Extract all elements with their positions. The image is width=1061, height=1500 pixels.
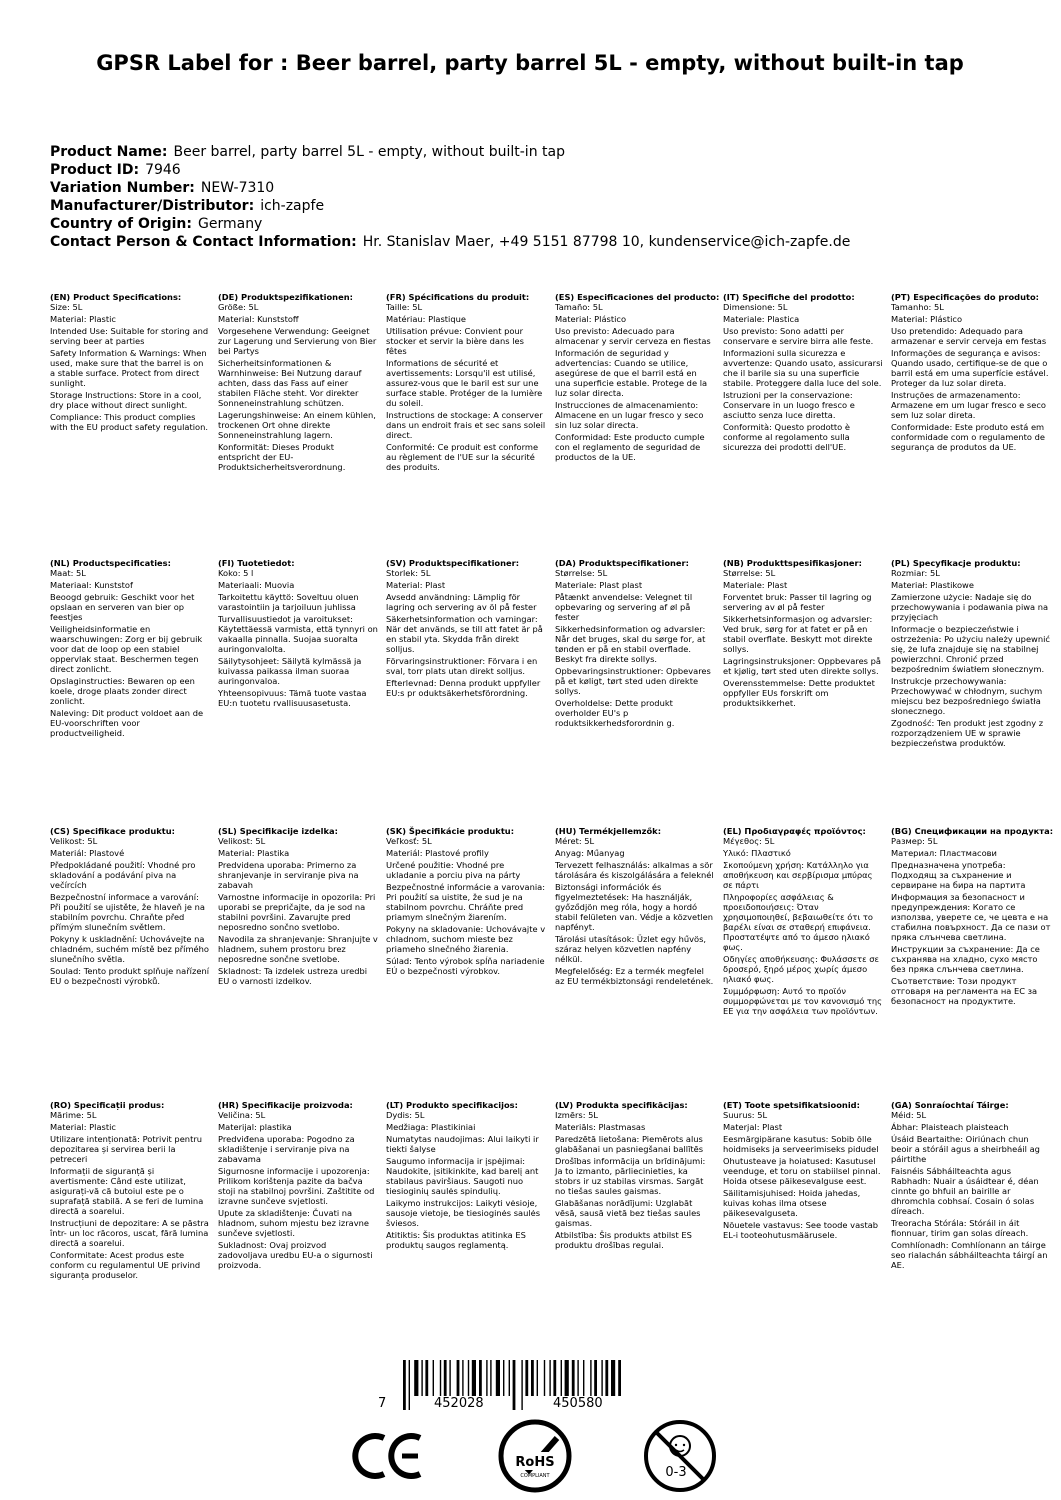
barcode-bar <box>537 1360 538 1396</box>
barcode-bar <box>414 1360 418 1396</box>
barcode-bar <box>479 1360 482 1396</box>
info-value: Beer barrel, party barrel 5L - empty, without built-in tap <box>173 144 565 160</box>
info-value: Hr. Stanislav Maer, +49 5151 87798 10, kundenservice@ich-zapfe.de <box>362 234 851 250</box>
spec-line: Comhlíonadh: Comhlíonann an táirge seo rialachán sábháilteachta táirgí an AE. <box>891 1240 1051 1270</box>
spec-line: Material: Plástico <box>891 314 963 324</box>
spec-line: Beoogd gebruik: Geschikt voor het opslaan en serveren van bier op feestjes <box>50 592 198 622</box>
spec-line: Nõuetele vastavus: See toode vastab EL-i tooteohutusmäärusele. <box>723 1220 881 1240</box>
spec-line: Dydis: 5L <box>386 1110 425 1120</box>
spec-line: Veľkosť: 5L <box>386 836 432 846</box>
barcode-bar <box>496 1360 500 1396</box>
spec-line: Tervezett felhasználás: alkalmas a sör tárolására és kiszolgálására a feleknél <box>555 860 716 880</box>
spec-line: Koko: 5 l <box>218 568 254 578</box>
spec-block-header: (SV) Produktspecifikationer: <box>386 558 520 568</box>
spec-block-header: (HU) Termékjellemzők: <box>555 826 662 836</box>
barcode-bar <box>421 1360 422 1396</box>
spec-line: Informazioni sulla sicurezza e avvertenze: Quando usato, assicurarsi che il barile sia su una superficie stabile. Proteggere dalla luce del sole. <box>723 348 886 388</box>
spec-line: Material: Plastika <box>218 848 290 858</box>
barcode-bar <box>486 1360 487 1396</box>
spec-line: Uso previsto: Sono adatti per conservare e servire birra alle feste. <box>723 326 874 346</box>
spec-line: Materiaal: Kunststof <box>50 580 133 590</box>
spec-block-header: (DA) Produktspecifikationer: <box>555 558 689 568</box>
info-row <box>50 143 1030 161</box>
spec-block-header: (NL) Productspecificaties: <box>50 558 171 568</box>
spec-line: Soulad: Tento produkt splňuje nařízení EU o bezpečnosti výrobků. <box>50 966 212 986</box>
barcode-bar <box>553 1360 556 1396</box>
spec-line: Naleving: Dit product voldoet aan de EU-voorschriften voor productveiligheid. <box>50 708 206 738</box>
spec-block <box>723 826 883 1018</box>
barcode-bar <box>549 1360 550 1396</box>
spec-block <box>386 826 546 978</box>
product-info <box>50 143 1030 251</box>
info-row <box>50 197 1030 215</box>
spec-block-header: (PL) Specyfikacje produktu: <box>891 558 1021 568</box>
spec-line: Utilisation prévue: Convient pour stocker et servir la bière dans les fêtes <box>386 326 527 356</box>
spec-line: Treoracha Stórála: Stóráil in áit fionnuar, tirim gan solas díreach. <box>891 1218 1029 1238</box>
spec-line: Información de seguridad y advertencias: Cuando se utilice, asegúrese de que el barril está en una superficie estable. Protege de la luz solar directa. <box>555 348 710 398</box>
spec-line: Paredzētā lietošana: Piemērots alus glabāšanai un pasniegšanai ballītēs <box>555 1134 706 1154</box>
spec-block <box>50 558 210 740</box>
spec-line: Pokyny k uskladnění: Uchovávejte na chladném, suchém místě bez přímého slunečního světla. <box>50 934 212 964</box>
barcode-bar <box>561 1360 562 1396</box>
spec-block <box>891 826 1054 1008</box>
spec-line: Méid: 5L <box>891 1110 927 1120</box>
info-row <box>50 179 1030 197</box>
barcode-bar <box>618 1360 621 1396</box>
spec-line: Suurus: 5L <box>723 1110 768 1120</box>
not-for-children-icon <box>640 1416 720 1496</box>
spec-line: Påtænkt anvendelse: Velegnet til opbevaring og servering af øl på fester <box>555 592 695 622</box>
spec-line: Instrucțiuni de depozitare: A se păstra într- un loc răcoros, uscat, fără lumina directă a soarelui. <box>50 1218 212 1248</box>
spec-line: Materiał: Plastikowe <box>891 580 974 590</box>
spec-line: Tamaño: 5L <box>555 302 603 312</box>
spec-line: Veličina: 5L <box>218 1110 266 1120</box>
spec-line: Size: 5L <box>50 302 83 312</box>
spec-line: Säkerhetsinformation och varningar: När det används, se till att fatet är på en stabil yta. Skydda från direkt solljus. <box>386 614 546 654</box>
barcode-bar <box>513 1360 516 1410</box>
spec-line: Varnostne informacije in opozorila: Pri uporabi se prepričajte, da je sod na stabilni površini. Zavarujte pred neposredno sončno svetlobo. <box>218 892 379 932</box>
barcode-bar <box>444 1360 447 1396</box>
spec-line: Dimensione: 5L <box>723 302 788 312</box>
spec-line: Megfelelőség: Ez a termék megfelel az EU termékbiztonsági rendeletének. <box>555 966 714 986</box>
spec-line: Velikost: 5L <box>50 836 98 846</box>
barcode-bar <box>462 1360 463 1396</box>
spec-line: Instrukcje przechowywania: Przechowywać w chłodnym, suchym miejscu bez bezpośredniego światła słonecznego. <box>891 676 1045 716</box>
spec-line: Material: Plastic <box>50 1122 116 1132</box>
info-label: Country of Origin: <box>50 216 192 232</box>
spec-block <box>50 1100 210 1282</box>
spec-line: Forventet bruk: Passer til lagring og servering av øl på fester <box>723 592 875 612</box>
spec-line: Utilizare intenționată: Potrivit pentru depozitarea și servirea berii la petreceri <box>50 1134 205 1164</box>
age-text: 0-3 <box>665 1465 687 1480</box>
spec-line: Инструкции за съхранение: Да се съхранява на хладно, сухо място без пряка слънчева светлина. <box>891 944 1043 974</box>
info-row <box>50 233 1030 251</box>
spec-line: Instructions de stockage: A conserver dans un endroit frais et sec sans soleil direct. <box>386 410 548 440</box>
spec-line: Veiligheidsinformatie en waarschuwingen: Zorg er bij gebruik voor dat de loop op een stabiel oppervlak staat. Beschermen tegen direct zonlicht. <box>50 624 205 674</box>
barcode-bar <box>457 1360 460 1396</box>
spec-block-header: (EL) Προδιαγραφές προϊόντος: <box>723 826 866 836</box>
spec-line: Materijal: plastika <box>218 1122 292 1132</box>
spec-line: Conformità: Questo prodotto è conforme al regolamento sulla sicurezza dei prodotti dell'UE. <box>723 422 853 452</box>
spec-line: Οδηγίες αποθήκευσης: Φυλάσσετε σε δροσερό, ξηρό μέρος χωρίς άμεσο ηλιακό φως. <box>723 954 882 984</box>
spec-line: Safety Information & Warnings: When used, make sure that the barrel is on a stable surface. Protect from direct sunlight. <box>50 348 210 388</box>
info-label: Variation Number: <box>50 180 195 196</box>
spec-line: Zgodność: Ten produkt jest zgodny z rozporządzeniem UE w sprawie bezpieczeństwa produktów. <box>891 718 1046 748</box>
spec-line: Materiāls: Plastmasas <box>555 1122 646 1132</box>
barcode-bar <box>409 1360 410 1410</box>
spec-line: Taille: 5L <box>386 302 423 312</box>
spec-line: Materiale: Plast plast <box>555 580 643 590</box>
info-value: 7946 <box>145 162 181 178</box>
barcode-bar <box>565 1360 569 1396</box>
spec-line: Uso pretendido: Adequado para armazenar e servir cerveja em festas <box>891 326 1047 346</box>
spec-line: Lagringsinstruksjoner: Oppbevares på et kjølig, tørt sted uten direkte sollys. <box>723 656 884 676</box>
barcode-bar <box>594 1360 597 1396</box>
spec-line: Opslaginstructies: Bewaren op een koele, droge plaats zonder direct zonlicht. <box>50 676 198 706</box>
spec-block <box>218 826 381 988</box>
barcode-digits-right: 450580 <box>553 1396 603 1411</box>
barcode-bar <box>577 1360 578 1396</box>
spec-line: Anyag: Műanyag <box>555 848 625 858</box>
spec-line: Informations de sécurité et avertissements: Lorsqu'il est utilisé, assurez-vous que le baril est sur une surface stable. Protéger de la lumière du soleil. <box>386 358 545 408</box>
info-value: Germany <box>198 216 263 232</box>
spec-line: Storage Instructions: Store in a cool, dry place without direct sunlight. <box>50 390 205 410</box>
spec-line: Overensstemmelse: Dette produktet oppfyller EUs forskrift om produktsikkerhet. <box>723 678 878 708</box>
spec-block <box>555 558 715 730</box>
barcode-digits-left: 452028 <box>434 1396 484 1411</box>
spec-line: Drošības informācija un brīdinājumi: Ja to izmanto, pārliecinieties, ka stobrs ir uz stabilas virsmas. Sargāt no tiešas saules gaismas. <box>555 1156 708 1196</box>
barcode-bar <box>590 1360 591 1396</box>
spec-line: Materiale: Plast <box>723 580 788 590</box>
spec-line: Sigurnosne informacije i upozorenja: Prilikom korištenja pazite da bačva stoji na stabilnoj površini. Zaštitite od izravne sunčeve svjetlosti. <box>218 1166 378 1206</box>
spec-block <box>50 826 210 988</box>
spec-block-header: (SK) Špecifikácie produktu: <box>386 826 515 836</box>
barcode-bar <box>490 1360 491 1396</box>
spec-line: Materiál: Plastové <box>50 848 125 858</box>
spec-line: Информация за безопасност и предупреждения: Когато се използва, уверете се, че цевта е на стабилна повърхност. Да се пази от пряка слънчева светлина. <box>891 892 1054 942</box>
spec-block-header: (FI) Tuotetiedot: <box>218 558 295 568</box>
spec-line: Μέγεθος: 5L <box>723 836 775 846</box>
spec-line: Tárolási utasítások: Üzlet egy hűvös, száraz helyen közvetlen napfény nélkül. <box>555 934 709 964</box>
spec-block <box>386 1100 546 1252</box>
spec-block <box>723 292 886 454</box>
spec-line: Informacje o bezpieczeństwie i ostrzeżenia: Po użyciu należy upewnić się, że lufa znajduje się na stabilnej powierzchni. Chronić przed bezpośrednim światłem słonecznym. <box>891 624 1053 674</box>
spec-block <box>218 1100 378 1272</box>
spec-line: Upute za skladištenje: Čuvati na hladnom, suhom mjestu bez izravne sunčeve svjetlosti. <box>218 1208 372 1238</box>
spec-line: Opbevaringsinstruktioner: Opbevares på et køligt, tørt sted uden direkte sollys. <box>555 666 714 696</box>
spec-block <box>386 292 546 474</box>
info-label: Manufacturer/Distributor: <box>50 198 255 214</box>
spec-block-header: (DE) Produktspezifikationen: <box>218 292 353 302</box>
spec-line: Materiaali: Muovia <box>218 580 295 590</box>
barcode-bar <box>472 1360 476 1396</box>
spec-block-header: (LV) Produkta specifikācijas: <box>555 1100 688 1110</box>
spec-line: Säilytysohjeet: Säilytä kylmässä ja kuivassa paikassa ilman suoraa auringonvaloa. <box>218 656 365 686</box>
spec-line: Informații de siguranță și avertismente: Când este utilizat, asigurați-vă că butoiul este pe o suprafață stabilă. A se feri de lumina directă a soarelui. <box>50 1166 206 1216</box>
spec-line: Uso previsto: Adecuado para almacenar y servir cerveza en fiestas <box>555 326 711 346</box>
barcode-bar <box>503 1360 504 1396</box>
spec-block-header: (PT) Especificações do produto: <box>891 292 1039 302</box>
spec-line: Informações de segurança e avisos: Quando usado, certifique-se de que o barril está em uma superfície estável. Proteger da luz solar direta. <box>891 348 1052 388</box>
spec-line: Bezpečnostné informácie a varovania: Pri použití sa uistite, že sud je na stabilnom povrchu. Chráňte pred priamym slnečným žiarením. <box>386 882 548 922</box>
spec-line: Material: Plastic <box>50 314 116 324</box>
spec-line: Ábhar: Plaisteach plaisteach <box>891 1122 1009 1132</box>
spec-line: Tarkoitettu käyttö: Soveltuu oluen varastointiin ja tarjoiluun juhlissa <box>218 592 362 612</box>
barcode-bar <box>605 1360 608 1396</box>
barcode-bar <box>521 1360 522 1410</box>
spec-line: Laikymo instrukcijos: Laikyti vėsioje, sausoje vietoje, be tiesioginės saulės šviesos. <box>386 1198 543 1228</box>
spec-line: Conformité: Ce produit est conforme au règlement de l'UE sur la sécurité des produits. <box>386 442 541 472</box>
spec-line: Conformidade: Este produto está em conformidade com o regulamento de segurança de produtos da UE. <box>891 422 1048 452</box>
spec-line: Предназначена употреба: Подходящ за съхранение и сервиране на бира на партита <box>891 860 1026 890</box>
spec-line: Sicherheitsinformationen & Warnhinweise: Bei Nutzung darauf achten, dass das Fass auf einer stabilen Fläche steht. Vor direkter Sonneneinstrahlung schützen. <box>218 358 365 408</box>
spec-block-header: (BG) Спецификации на продукта: <box>891 826 1054 836</box>
spec-line: Σκοπούμενη χρήση: Κατάλληλο για αποθήκευση και σερβίρισμα μπύρας σε πάρτι <box>723 860 876 890</box>
ce-mark-icon <box>350 1416 430 1496</box>
spec-line: Πληροφορίες ασφάλειας & προειδοποιήσεις: Όταν χρησιμοποιηθεί, βεβαιωθείτε ότι το βαρέλι είναι σε σταθερή επιφάνεια. Προστατέψτε από το άμεσο ηλιακό φως. <box>723 892 876 952</box>
spec-line: Atitiktis: Šis produktas atitinka ES produktų saugos reglamentą. <box>386 1230 529 1250</box>
spec-block-header: (FR) Spécifications du produit: <box>386 292 530 302</box>
spec-block-header: (SL) Specifikacije izdelka: <box>218 826 338 836</box>
spec-line: Materiale: Plastica <box>723 314 800 324</box>
spec-line: Rozmiar: 5L <box>891 568 940 578</box>
spec-line: Vorgesehene Verwendung: Geeignet zur Lagerung und Servierung von Bier bei Partys <box>218 326 379 356</box>
spec-line: Maat: 5L <box>50 568 86 578</box>
spec-line: Predviđena uporaba: Pogodno za skladištenje i serviranje piva na zabavama <box>218 1134 358 1164</box>
spec-line: Určené použitie: Vhodné pre ukladanie a porciu piva na párty <box>386 860 521 880</box>
spec-line: Compliance: This product complies with the EU product safety regulation. <box>50 412 209 432</box>
spec-line: Numatytas naudojimas: Alui laikyti ir tiekti šalyse <box>386 1134 542 1154</box>
spec-line: Storlek: 5L <box>386 568 431 578</box>
barcode-bar <box>525 1360 528 1396</box>
barcode-bar <box>449 1360 450 1396</box>
spec-line: Instruções de armazenamento: Armazene em um lugar fresco e seco sem luz solar direta. <box>891 390 1049 420</box>
spec-block-header: (CS) Specifikace produktu: <box>50 826 175 836</box>
spec-block <box>723 558 883 710</box>
barcode-bar <box>531 1360 534 1396</box>
spec-block-header: (IT) Specifiche del prodotto: <box>723 292 855 302</box>
spec-line: Saugumo informacija ir įspėjimai: Naudokite, įsitikinkite, kad barelį ant stabilaus paviršiaus. Saugoti nuo tiesioginių saulės spindulių. <box>386 1156 542 1196</box>
spec-line: Размер: 5L <box>891 836 938 846</box>
info-value: NEW-7310 <box>200 180 275 196</box>
spec-line: Съответствие: Този продукт отговаря на регламента на ЕС за безопасност на продуктите. <box>891 976 1040 1006</box>
barcode-bar <box>433 1360 434 1396</box>
barcode-bar <box>425 1360 428 1396</box>
spec-line: Material: Plástico <box>555 314 627 324</box>
spec-line: Eesmärgipärane kasutus: Sobib õlle hoidmiseks ja serveerimiseks pidudel <box>723 1134 879 1154</box>
spec-line: Sikkerhedsinformation og advarsler: Når det bruges, skal du sørge for, at tønden er på en stabil overflade. Beskyt fra direkte sollys. <box>555 624 709 664</box>
spec-line: Méret: 5L <box>555 836 595 846</box>
spec-block <box>218 558 381 710</box>
spec-block <box>891 558 1051 750</box>
spec-line: Størrelse: 5L <box>723 568 776 578</box>
spec-line: Matériau: Plastique <box>386 314 466 324</box>
spec-block <box>891 1100 1051 1272</box>
spec-line: Avsedd användning: Lämplig för lagring och servering av öl på fester <box>386 592 537 612</box>
spec-line: Glabāšanas norādījumi: Uzglabāt vēsā, sausā vietā bez tiešas saules gaismas. <box>555 1198 704 1228</box>
spec-block-header: (GA) Sonraíochtaí Táirge: <box>891 1100 1009 1110</box>
spec-block-header: (ET) Toote spetsifikatsioonid: <box>723 1100 860 1110</box>
spec-line: Sikkerhetsinformasjon og advarsler: Ved bruk, sørg for at fatet er på en stabil overflate. Beskytt mot direkte sollys. <box>723 614 876 654</box>
spec-block-header: (RO) Specificații produs: <box>50 1100 165 1110</box>
spec-line: Conformidad: Este producto cumple con el reglamento de seguridad de productos de la UE. <box>555 432 708 462</box>
spec-line: Izmērs: 5L <box>555 1110 599 1120</box>
spec-block <box>555 826 715 988</box>
spec-block-header: (LT) Produkto specifikacijos: <box>386 1100 518 1110</box>
spec-block <box>891 292 1051 454</box>
spec-line: Intended Use: Suitable for storing and serving beer at parties <box>50 326 211 346</box>
spec-line: Materiál: Plastové profily <box>386 848 489 858</box>
info-label: Contact Person & Contact Information: <box>50 234 357 250</box>
rohs-text: RoHS <box>515 1455 555 1470</box>
barcode-bar <box>572 1360 575 1396</box>
barcode-bar <box>509 1360 510 1396</box>
info-value: ich-zapfe <box>260 198 325 214</box>
spec-line: Lagerungshinweise: An einem kühlen, trockenen Ort ohne direkte Sonneneinstrahlung lagern. <box>218 410 379 440</box>
spec-line: Medžiaga: Plastikiniai <box>386 1122 476 1132</box>
spec-block <box>386 558 546 700</box>
spec-line: Størrelse: 5L <box>555 568 608 578</box>
spec-line: Predvidena uporaba: Primerno za shranjevanje in serviranje piva na zabavah <box>218 860 362 890</box>
spec-line: Skladnost: Ta izdelek ustreza uredbi EU o varnosti izdelkov. <box>218 966 370 986</box>
info-row <box>50 215 1030 233</box>
spec-line: Navodila za shranjevanje: Shranjujte v hladnem, suhem prostoru brez neposredne sončne svetlobe. <box>218 934 381 964</box>
barcode-bar <box>601 1360 602 1396</box>
barcode-bar <box>544 1360 545 1396</box>
spec-block-header: (EN) Product Specifications: <box>50 292 182 302</box>
spec-block <box>555 1100 715 1252</box>
barcode-bar <box>583 1360 584 1396</box>
info-row <box>50 161 1030 179</box>
spec-line: Größe: 5L <box>218 302 259 312</box>
spec-line: Atbilstība: Šis produkts atbilst ES produktu drošības regulai. <box>555 1230 695 1250</box>
info-label: Product Name: <box>50 144 168 160</box>
info-label: Product ID: <box>50 162 140 178</box>
spec-block <box>218 292 378 474</box>
spec-block-header: (HR) Specifikacije proizvoda: <box>218 1100 353 1110</box>
barcode-bar <box>611 1360 615 1396</box>
spec-block <box>723 1100 883 1242</box>
spec-line: Υλικό: Πλαστικό <box>723 848 791 858</box>
spec-line: Efterlevnad: Denna produkt uppfyller EU:s pr oduktsäkerhetsförordning. <box>386 678 543 698</box>
spec-line: Zamierzone użycie: Nadaje się do przechowywania i podawania piwa na przyjęciach <box>891 592 1051 622</box>
spec-line: Faisnéis Sábháilteachta agus Rabhadh: Nuair a úsáidtear é, déan cinnte go bhfuil an bairille ar dhromchla cobhsaí. Cosain ó solas díreach. <box>891 1166 1042 1216</box>
spec-line: Předpokládané použití: Vhodné pro skladování a podávání piva na večírcích <box>50 860 199 890</box>
spec-line: Συμμόρφωση: Αυτό το προϊόν συμμορφώνεται με τον κανονισμό της ΕΕ για την ασφάλεια των προϊόντων. <box>723 986 885 1016</box>
rohs-subtext: COMPLIANT <box>520 1473 550 1479</box>
spec-line: Material: Plast <box>386 580 446 590</box>
barcode-bar <box>403 1360 406 1410</box>
spec-line: Tamanho: 5L <box>891 302 944 312</box>
page-title: GPSR Label for : Beer barrel, party barrel 5L - empty, without built-in tap <box>96 51 964 75</box>
spec-line: Materjal: Plast <box>723 1122 783 1132</box>
spec-line: Úsáid Beartaithe: Oiriúnach chun beoir a stóráil agus a sheirbheáil ag páirtithe <box>891 1134 1043 1164</box>
rohs-compliant-icon <box>495 1416 575 1496</box>
spec-line: Sukladnost: Ovaj proizvod zadovoljava uredbu EU-a o sigurnosti proizvoda. <box>218 1240 376 1270</box>
spec-line: Förvaringsinstruktioner: Förvara i en sval, torr plats utan direkt solljus. <box>386 656 540 676</box>
barcode-bar <box>468 1360 469 1396</box>
spec-line: Pokyny na skladovanie: Uchovávajte v chladnom, suchom mieste bez priameho slnečného žiarenia. <box>386 924 548 954</box>
spec-line: Biztonsági információk és figyelmeztetések: Ha használják, győződjön meg róla, hogy a hordó stabil felületen van. Védje a közvetlen napfényt. <box>555 882 716 932</box>
spec-line: Turvallisuustiedot ja varoitukset: Käytettäessä varmista, että tynnyri on vakaalla pinnalla. Suojaa suoralta auringonvalolta. <box>218 614 381 654</box>
spec-line: Istruzioni per la conservazione: Conservare in un luogo fresco e asciutto senza luce diretta. <box>723 390 858 420</box>
spec-block-header: (NB) Produkttspesifikasjoner: <box>723 558 862 568</box>
spec-block <box>555 292 720 464</box>
spec-line: Overholdelse: Dette produkt overholder EU's p roduktsikkerhedsforordnin g. <box>555 698 676 728</box>
spec-line: Yhteensopivuus: Tämä tuote vastaa EU:n tuotetu rvallisuusasetusta. <box>218 688 370 708</box>
barcode-digit-first: 7 <box>378 1396 387 1411</box>
spec-line: Conformitate: Acest produs este conform cu regulamentul UE privind siguranța produselor. <box>50 1250 203 1280</box>
spec-line: Konformität: Dieses Produkt entspricht der EU-Produktsicherheitsverordnung. <box>218 442 346 472</box>
spec-block <box>50 292 210 434</box>
spec-line: Súlad: Tento výrobok spĺňa nariadenie EÚ o bezpečnosti výrobkov. <box>386 956 548 976</box>
spec-line: Bezpečnostní informace a varování: Při použití se ujistěte, že hlaveň je na stabilním povrchu. Chraňte před přímým slunečním světlem. <box>50 892 208 932</box>
spec-line: Velikost: 5L <box>218 836 266 846</box>
spec-line: Материал: Пластмасови <box>891 848 997 858</box>
spec-line: Säilitamisjuhised: Hoida jahedas, kuivas kohas ilma otsese päikesevalguseta. <box>723 1188 863 1218</box>
spec-line: Material: Kunststoff <box>218 314 299 324</box>
spec-block-header: (ES) Especificaciones del producto: <box>555 292 720 302</box>
barcode-bar <box>440 1360 441 1396</box>
spec-line: Instrucciones de almacenamiento: Almacene en un lugar fresco y seco sin luz solar directa. <box>555 400 707 430</box>
spec-line: Mărime: 5L <box>50 1110 97 1120</box>
spec-line: Ohutusteave ja hoiatused: Kasutusel veenduge, et toru on stabiilsel pinnal. Hoida otsese päikesevalguse eest. <box>723 1156 884 1186</box>
